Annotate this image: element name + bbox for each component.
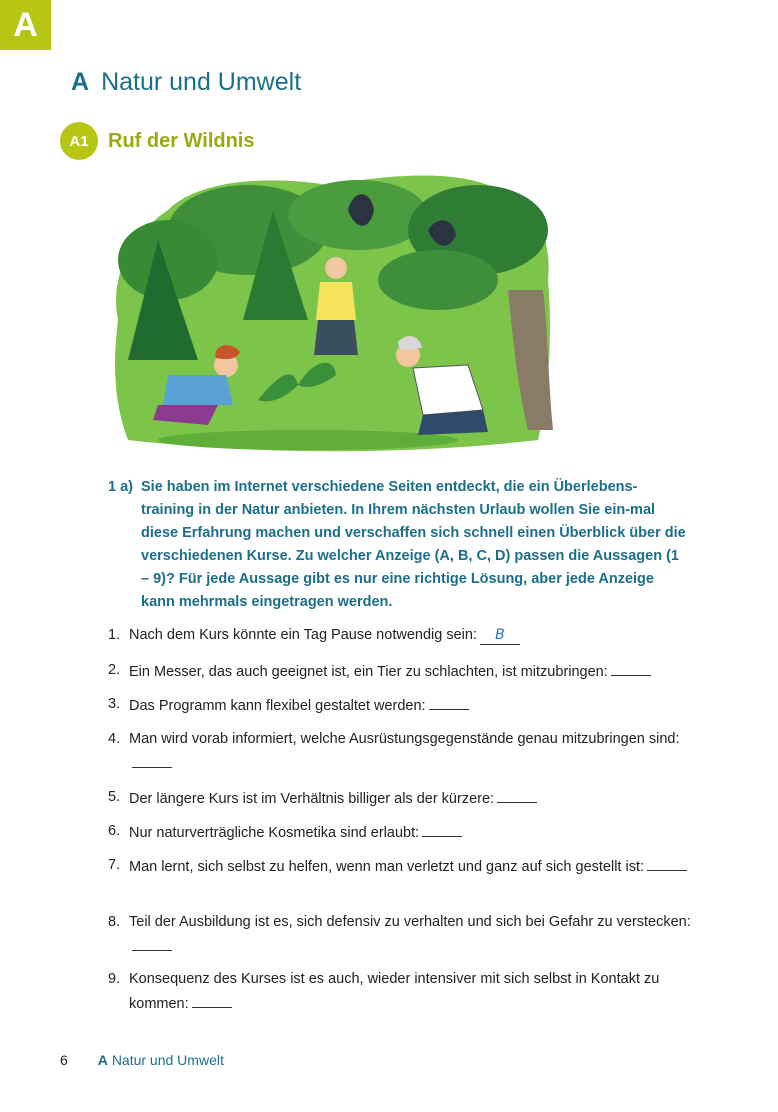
item-number: 6.	[108, 823, 121, 839]
item-text-wrap	[129, 659, 698, 684]
answer-blank[interactable]	[429, 693, 469, 710]
item-number: 7.	[108, 857, 121, 873]
footer-letter: A	[97, 1052, 108, 1068]
item-text-wrap	[129, 820, 698, 845]
page-number: 6	[60, 1052, 68, 1068]
task-instructions	[108, 476, 688, 614]
section-heading	[60, 122, 254, 160]
footer-chapter	[98, 1052, 224, 1068]
item-number: 1.	[108, 627, 121, 643]
answer-blank[interactable]	[132, 751, 172, 768]
page-footer	[60, 1052, 224, 1068]
item-text: Das Programm kann flexibel gestaltet werden:	[129, 698, 426, 714]
chapter-title-text: Natur und Umwelt	[101, 68, 302, 96]
chapter-title	[71, 68, 301, 97]
item-number: 9.	[108, 971, 121, 987]
item-text: Teil der Ausbildung ist es, sich defensiv zu verhalten und sich bei Gefahr zu verstecken:	[129, 914, 691, 930]
item-text-wrap	[129, 968, 698, 1016]
list-item	[108, 854, 698, 879]
item-text-wrap	[129, 911, 698, 959]
section-title: Ruf der Wildnis	[108, 129, 255, 152]
item-text: Konsequenz des Kurses ist es auch, wieder intensiver mit sich selbst in Kontakt zu kommen:	[129, 971, 660, 1012]
item-text-wrap	[129, 728, 698, 776]
answer-blank[interactable]	[647, 854, 687, 871]
item-text: Man lernt, sich selbst zu helfen, wenn man verletzt und ganz auf sich gestellt ist:	[129, 859, 645, 875]
item-number: 8.	[108, 914, 121, 930]
list-item	[108, 693, 698, 718]
footer-title: Natur und Umwelt	[111, 1052, 224, 1068]
item-number: 4.	[108, 731, 121, 747]
item-text: Der längere Kurs ist im Verhältnis billiger als der kürzere:	[129, 791, 495, 807]
item-number: 3.	[108, 696, 121, 712]
answer-blank[interactable]: B	[480, 628, 520, 645]
list-item	[108, 728, 698, 776]
list-item	[108, 624, 698, 647]
item-text: Ein Messer, das auch geeignet ist, ein Tier zu schlachten, ist mitzubringen:	[129, 664, 608, 680]
answer-blank[interactable]	[132, 934, 172, 951]
list-item	[108, 911, 698, 959]
answer-blank[interactable]	[497, 786, 537, 803]
answer-blank[interactable]	[422, 820, 462, 837]
item-text: Man wird vorab informiert, welche Ausrüstungsgegenstände genau mitzubringen sind:	[129, 731, 680, 747]
item-text: Nach dem Kurs könnte ein Tag Pause notwendig sein:	[129, 627, 477, 643]
item-text-wrap	[129, 786, 698, 811]
item-text-wrap	[129, 854, 698, 879]
answer-blank[interactable]	[611, 659, 651, 676]
task-text: Sie haben im Internet verschiedene Seiten entdeckt, die ein Überlebens-training in der Natur anbieten. In Ihrem nächsten Urlaub wollen Sie ein-mal diese Erfahrung machen und verschaffen sich schnell einen Überblick über die verschiedenen Kurse. Zu welcher Anzeige (A, B, C, D) passen die Aussagen (1 – 9)? Für jede Aussage gibt es nur eine richtige Lösung, aber jede Anzeige kann mehrmals eingetragen werden.	[141, 479, 686, 610]
wilderness-illustration	[108, 170, 556, 460]
chapter-letter: A	[71, 68, 90, 96]
chapter-corner-tab: A	[0, 0, 51, 50]
item-text-wrap	[129, 693, 698, 718]
list-item	[108, 820, 698, 845]
task-number: 1 a)	[108, 479, 133, 495]
list-item	[108, 659, 698, 684]
item-text-wrap	[129, 624, 698, 647]
item-number: 2.	[108, 662, 121, 678]
item-text: Nur naturverträgliche Kosmetika sind erlaubt:	[129, 825, 420, 841]
section-badge: A1	[60, 122, 98, 160]
list-item	[108, 968, 698, 1016]
list-item	[108, 786, 698, 811]
answer-blank[interactable]	[192, 991, 232, 1008]
item-number: 5.	[108, 789, 121, 805]
